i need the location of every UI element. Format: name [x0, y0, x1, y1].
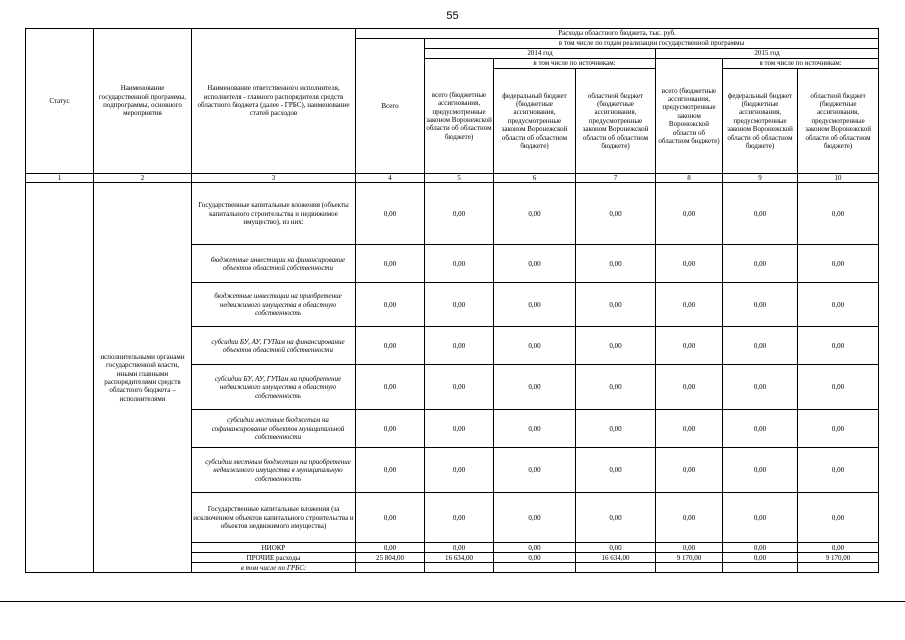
value-cell: 0,00	[425, 410, 494, 448]
value-cell: 0,00	[656, 327, 723, 365]
value-cell: 0,00	[494, 448, 576, 493]
value-cell	[656, 563, 723, 573]
row-label: бюджетные инвестиции на финансирование объектов областной собственности	[192, 245, 356, 283]
column-number: 9	[723, 174, 798, 183]
column-number: 3	[192, 174, 356, 183]
value-cell: 0,00	[798, 245, 879, 283]
value-cell: 0,00	[798, 448, 879, 493]
value-cell: 0,00	[356, 245, 425, 283]
header-executor: Наименование ответственного исполнителя, исполнителя - главного распорядителя средств областного бюджета (далее - ГРБС), наименование статей расходов	[192, 29, 356, 174]
header-col5: всего (бюджетные ассигнования, предусмотренные законом Воронежской области об областном бюджете)	[425, 59, 494, 174]
value-cell: 0,00	[723, 448, 798, 493]
value-cell: 0,00	[494, 493, 576, 543]
value-cell: 0,00	[723, 183, 798, 245]
header-col10: областной бюджет (бюджетные ассигнования, предусмотренные законом Воронежской области об областном бюджете)	[798, 69, 879, 174]
value-cell: 0,00	[425, 365, 494, 410]
value-cell: 0,00	[356, 283, 425, 327]
value-cell: 0,00	[576, 448, 656, 493]
value-cell: 0,00	[798, 410, 879, 448]
value-cell: 0,00	[798, 283, 879, 327]
row-label: субсидии местным бюджетам на софинансирование объектов муниципальной собственности	[192, 410, 356, 448]
page-number: 55	[446, 10, 459, 22]
value-cell: 0,00	[494, 245, 576, 283]
value-cell: 0,00	[425, 493, 494, 543]
column-number: 6	[494, 174, 576, 183]
value-cell: 0,00	[798, 543, 879, 553]
value-cell: 0,00	[798, 365, 879, 410]
value-cell: 0,00	[798, 493, 879, 543]
value-cell: 0,00	[356, 448, 425, 493]
value-cell: 9 170,00	[656, 553, 723, 563]
value-cell: 0,00	[494, 543, 576, 553]
header-sources-2014: в том числе по источникам:	[494, 59, 656, 69]
value-cell: 0,00	[723, 365, 798, 410]
value-cell	[723, 563, 798, 573]
value-cell: 0,00	[656, 448, 723, 493]
header-status: Статус	[26, 29, 94, 174]
value-cell: 0,00	[656, 543, 723, 553]
value-cell: 0,00	[576, 543, 656, 553]
column-number: 4	[356, 174, 425, 183]
value-cell: 0,00	[425, 283, 494, 327]
row-label: ПРОЧИЕ расходы	[192, 553, 356, 563]
value-cell: 0,00	[494, 553, 576, 563]
header-col9: федеральный бюджет (бюджетные ассигнования, предусмотренные законом Воронежской области об областном бюджете)	[723, 69, 798, 174]
header-sources-2015: в том числе по источникам:	[723, 59, 879, 69]
value-cell: 0,00	[425, 543, 494, 553]
value-cell: 0,00	[425, 448, 494, 493]
header-col7: областной бюджет (бюджетные ассигнования, предусмотренные законом Воронежской области об областном бюджете)	[576, 69, 656, 174]
column-number: 5	[425, 174, 494, 183]
header-year-2014: 2014 год	[425, 49, 656, 59]
value-cell	[798, 563, 879, 573]
value-cell: 16 634,00	[576, 553, 656, 563]
value-cell: 0,00	[494, 365, 576, 410]
value-cell: 0,00	[723, 410, 798, 448]
value-cell: 0,00	[723, 553, 798, 563]
row-label: субсидии БУ, АУ, ГУПам на приобретение недвижимого имущества в областную собственность	[192, 365, 356, 410]
value-cell: 0,00	[576, 327, 656, 365]
header-expenses-title: Расходы областного бюджета, тыс. руб.	[356, 29, 879, 39]
value-cell: 0,00	[425, 183, 494, 245]
value-cell: 0,00	[576, 245, 656, 283]
column-number: 1	[26, 174, 94, 183]
table-row	[26, 183, 879, 245]
value-cell: 0,00	[425, 327, 494, 365]
value-cell: 0,00	[356, 410, 425, 448]
row-label: субсидии местным бюджетам на приобретение недвижимого имущества в муниципальную собственность	[192, 448, 356, 493]
header-total: Всего	[356, 39, 425, 174]
value-cell: 16 634,00	[425, 553, 494, 563]
value-cell: 0,00	[494, 327, 576, 365]
column-number: 8	[656, 174, 723, 183]
column-number: 2	[94, 174, 192, 183]
value-cell: 0,00	[356, 493, 425, 543]
column-number: 10	[798, 174, 879, 183]
value-cell: 0,00	[656, 183, 723, 245]
value-cell: 0,00	[723, 543, 798, 553]
value-cell: 9 170,00	[798, 553, 879, 563]
value-cell: 0,00	[656, 410, 723, 448]
value-cell: 0,00	[425, 245, 494, 283]
value-cell: 0,00	[723, 493, 798, 543]
value-cell: 0,00	[798, 183, 879, 245]
value-cell: 0,00	[656, 283, 723, 327]
value-cell: 0,00	[576, 410, 656, 448]
value-cell: 0,00	[576, 283, 656, 327]
header-year-2015: 2015 год	[656, 49, 879, 59]
value-cell: 0,00	[798, 327, 879, 365]
value-cell: 0,00	[656, 493, 723, 543]
header-by-years: в том числе по годам реализации государственной программы	[425, 39, 879, 49]
value-cell	[356, 563, 425, 573]
row-label: Государственные капитальные вложения (объекты капитального строительства и недвижимое имущество), из них:	[192, 183, 356, 245]
value-cell: 0,00	[356, 183, 425, 245]
budget-table	[25, 28, 879, 573]
column-number: 7	[576, 174, 656, 183]
value-cell: 0,00	[356, 543, 425, 553]
value-cell: 0,00	[723, 245, 798, 283]
value-cell: 25 804,00	[356, 553, 425, 563]
row-label: НИОКР	[192, 543, 356, 553]
value-cell: 0,00	[494, 283, 576, 327]
value-cell	[576, 563, 656, 573]
value-cell: 0,00	[723, 283, 798, 327]
value-cell: 0,00	[656, 245, 723, 283]
value-cell: 0,00	[356, 365, 425, 410]
status-cell	[26, 183, 94, 573]
header-col6: федеральный бюджет (бюджетные ассигнования, предусмотренные законом Воронежской области об областном бюджете)	[494, 69, 576, 174]
value-cell	[425, 563, 494, 573]
row-label: бюджетные инвестиции на приобретение недвижимого имущества в областную собственность	[192, 283, 356, 327]
row-label: в том числе по ГРБС:	[192, 563, 356, 573]
value-cell: 0,00	[723, 327, 798, 365]
executors-cell: исполнительными органами государственной власти, иными главными распорядителями средств областного бюджета – исполнителями	[94, 183, 192, 573]
header-program-name: Наименование государственной программы, подпрограммы, основного мероприятия	[94, 29, 192, 174]
row-label: субсидии БУ, АУ, ГУПам на финансирование объектов областной собственности	[192, 327, 356, 365]
value-cell: 0,00	[576, 493, 656, 543]
value-cell: 0,00	[494, 410, 576, 448]
value-cell	[494, 563, 576, 573]
column-number-row	[26, 174, 879, 183]
value-cell: 0,00	[656, 365, 723, 410]
header-col8: всего (бюджетные ассигнования, предусмотренные законом Воронежской области об областном бюджете)	[656, 59, 723, 174]
value-cell: 0,00	[576, 183, 656, 245]
row-label: Государственные капитальные вложения (за исключением объектов капитального строительства и объектов недвижимого имущества)	[192, 493, 356, 543]
bottom-rule	[0, 601, 905, 602]
value-cell: 0,00	[356, 327, 425, 365]
value-cell: 0,00	[576, 365, 656, 410]
value-cell: 0,00	[494, 183, 576, 245]
